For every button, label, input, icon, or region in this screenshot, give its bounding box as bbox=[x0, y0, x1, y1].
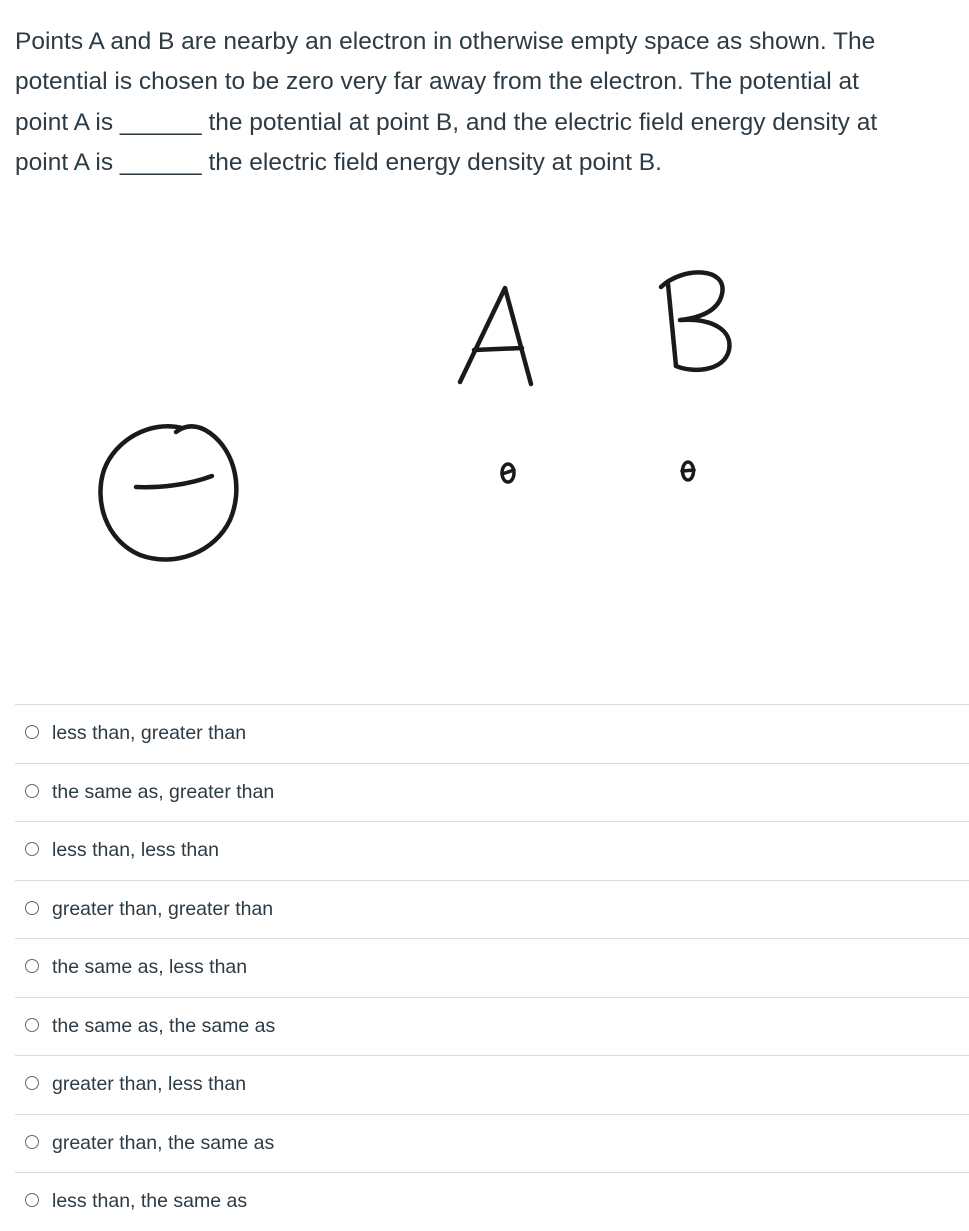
electron-minus-sign bbox=[136, 476, 212, 487]
answer-option[interactable] bbox=[15, 1172, 969, 1231]
answer-label[interactable]: less than, less than bbox=[52, 839, 219, 861]
answer-option[interactable] bbox=[15, 821, 969, 880]
label-a-glyph bbox=[460, 288, 531, 384]
radio-button[interactable] bbox=[25, 1193, 39, 1207]
answer-label[interactable]: greater than, less than bbox=[52, 1073, 247, 1095]
answer-option[interactable] bbox=[15, 938, 969, 997]
point-b-marker bbox=[682, 462, 694, 480]
electron-drawing bbox=[100, 426, 236, 559]
question-line-3: point A is ______ the potential at point B, and the electric field energy density at bbox=[15, 108, 878, 136]
answer-option[interactable] bbox=[15, 997, 969, 1056]
question-line-1: Points A and B are nearby an electron in otherwise empty space as shown. The bbox=[15, 28, 876, 55]
hand-drawn-figure bbox=[0, 240, 969, 600]
label-b-glyph bbox=[661, 272, 729, 369]
answer-label[interactable]: less than, greater than bbox=[52, 722, 247, 744]
radio-button[interactable] bbox=[25, 725, 39, 739]
radio-button[interactable] bbox=[25, 1135, 39, 1149]
answer-label[interactable]: greater than, greater than bbox=[52, 897, 274, 920]
answer-label[interactable]: less than, the same as bbox=[52, 1190, 248, 1212]
question-text bbox=[15, 22, 960, 183]
answer-option[interactable] bbox=[15, 1114, 969, 1173]
answer-option[interactable] bbox=[15, 704, 969, 763]
radio-button[interactable] bbox=[25, 842, 39, 856]
answer-option[interactable] bbox=[15, 763, 969, 822]
radio-button[interactable] bbox=[25, 1018, 39, 1032]
answer-list bbox=[15, 704, 969, 1231]
answer-label[interactable]: the same as, the same as bbox=[52, 1014, 276, 1037]
answer-option[interactable] bbox=[15, 1055, 969, 1114]
answer-label[interactable]: greater than, the same as bbox=[52, 1131, 275, 1154]
answer-label[interactable]: the same as, greater than bbox=[52, 780, 275, 803]
question-line-4: point A is ______ the electric field energy density at point B. bbox=[15, 148, 662, 176]
radio-button[interactable] bbox=[25, 901, 39, 915]
point-a-marker bbox=[502, 464, 514, 482]
electron-circle bbox=[100, 426, 236, 559]
radio-button[interactable] bbox=[25, 784, 39, 798]
question-line-2: potential is chosen to be zero very far away from the electron. The potential at bbox=[15, 68, 859, 96]
answer-option[interactable] bbox=[15, 880, 969, 939]
radio-button[interactable] bbox=[25, 1076, 39, 1090]
answer-label[interactable]: the same as, less than bbox=[52, 956, 248, 978]
radio-button[interactable] bbox=[25, 959, 39, 973]
